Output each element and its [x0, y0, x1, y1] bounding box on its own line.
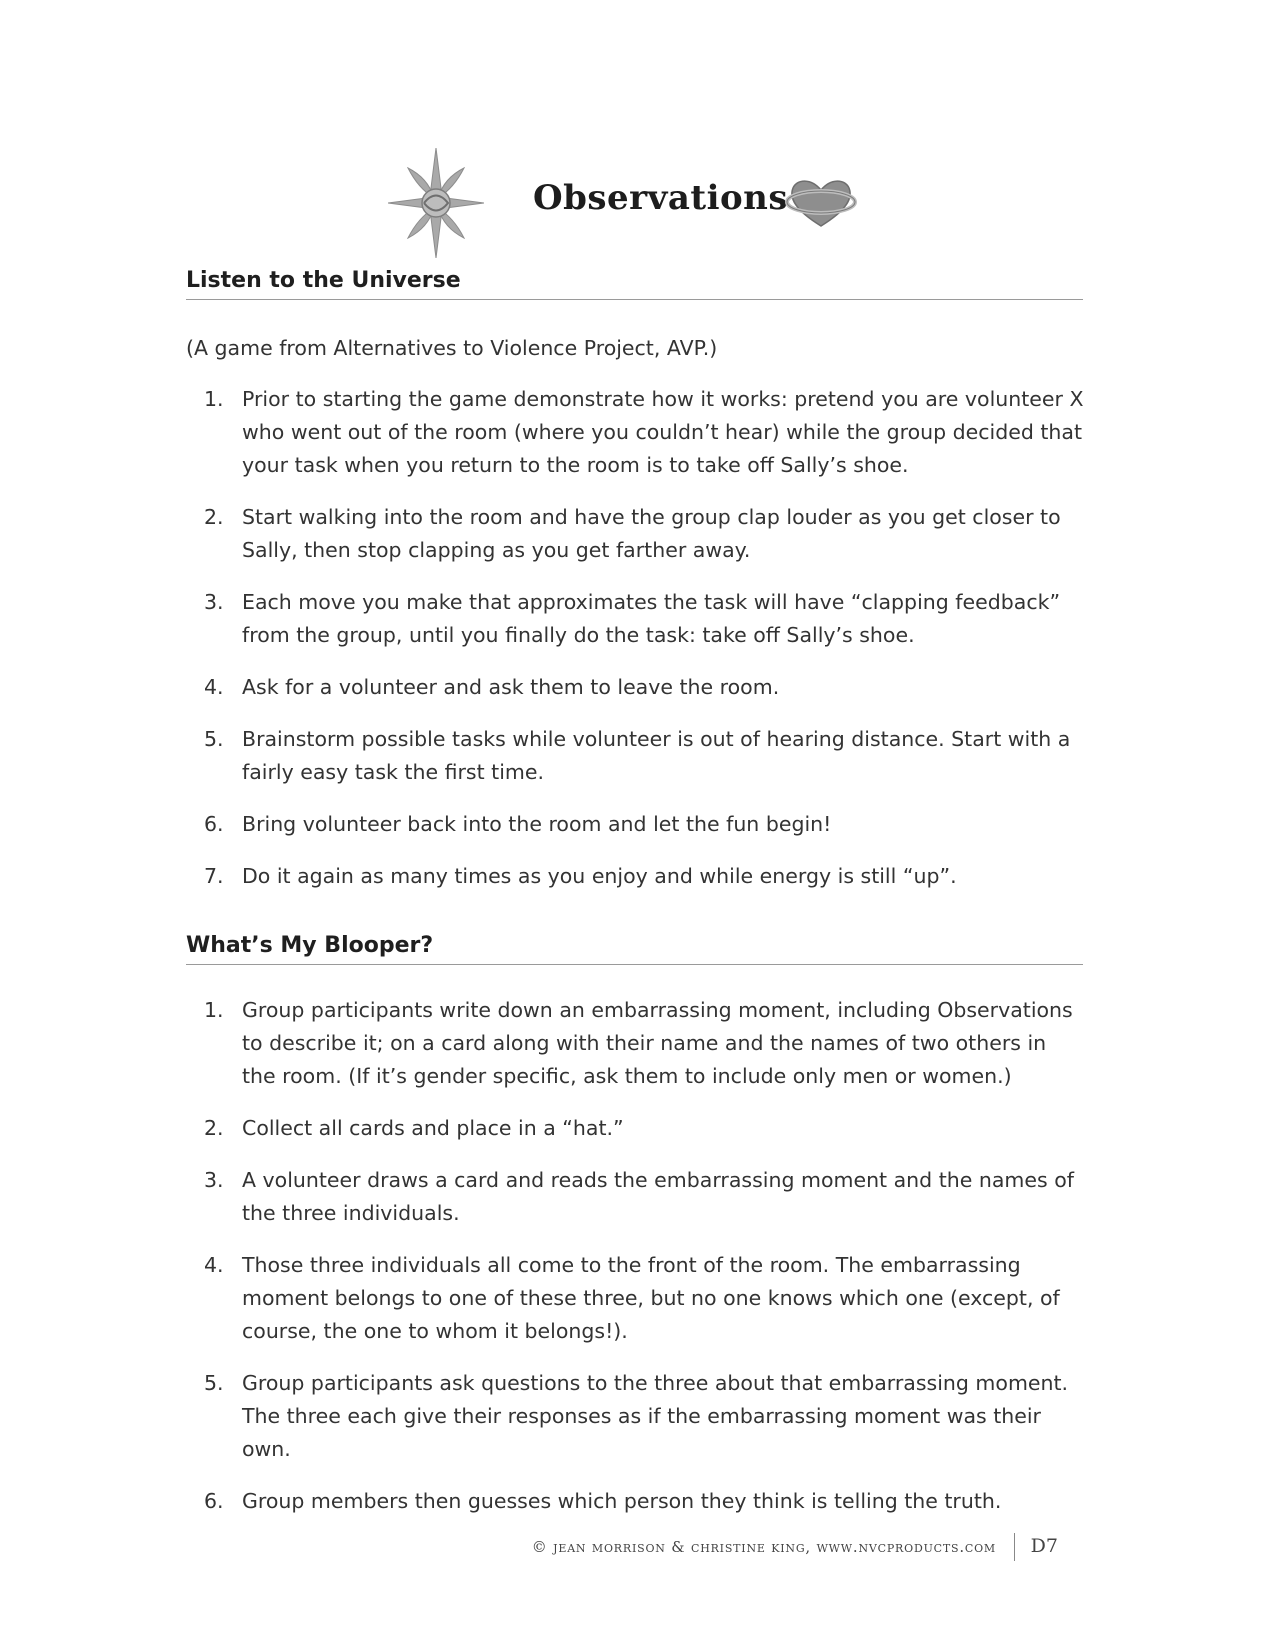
list-item	[186, 1485, 1086, 1518]
page-title: Observations	[533, 178, 789, 218]
step-text: Those three individuals all come to the front of the room. The embarrassing moment belongs to one of these three, but no one knows which one (except, of course, the one to whom it belongs!).	[242, 1253, 1060, 1343]
page-number: D7	[1030, 1535, 1058, 1557]
list-item	[186, 994, 1086, 1093]
step-text: Start walking into the room and have the group clap louder as you get closer to Sally, then stop clapping as you get farther away.	[242, 505, 1061, 562]
list-item	[186, 671, 1086, 704]
list-item	[186, 860, 1086, 893]
step-text: Do it again as many times as you enjoy and while energy is still “up”.	[242, 864, 957, 888]
list-item	[186, 808, 1086, 841]
section-heading-blooper: What’s My Blooper?	[186, 933, 1083, 965]
footer-divider	[1014, 1533, 1015, 1561]
step-number: 4.	[204, 675, 224, 699]
step-text: Collect all cards and place in a “hat.”	[242, 1116, 624, 1140]
list-item	[186, 1367, 1086, 1466]
list-item	[186, 586, 1086, 652]
list-item	[186, 1249, 1086, 1348]
step-number: 3.	[204, 590, 224, 614]
step-text: Group members then guesses which person they think is telling the truth.	[242, 1489, 1002, 1513]
step-number: 4.	[204, 1253, 224, 1277]
step-text: Group participants write down an embarrassing moment, including Observations to describe it; on a card along with their name and the names of two others in the room. (If it’s gender specific, ask them to include only men or women.)	[242, 998, 1073, 1088]
title-row	[0, 148, 1275, 258]
step-number: 3.	[204, 1168, 224, 1192]
step-number: 5.	[204, 1371, 224, 1395]
step-number: 6.	[204, 1489, 224, 1513]
step-number: 6.	[204, 812, 224, 836]
list-item	[186, 723, 1086, 789]
page-footer	[530, 1533, 1090, 1563]
step-text: Ask for a volunteer and ask them to leave the room.	[242, 675, 780, 699]
list-item	[186, 383, 1086, 482]
steps-list-listen	[186, 383, 1086, 912]
step-text: Brainstorm possible tasks while volunteer is out of hearing distance. Start with a fairly easy task the first time.	[242, 727, 1071, 784]
list-item	[186, 1112, 1086, 1145]
step-text: Group participants ask questions to the three about that embarrassing moment. The three each give their responses as if the embarrassing moment was their own.	[242, 1371, 1069, 1461]
step-number: 1.	[204, 387, 224, 411]
step-text: A volunteer draws a card and reads the embarrassing moment and the names of the three individuals.	[242, 1168, 1074, 1225]
heart-ribbon-icon	[785, 176, 857, 230]
list-item	[186, 1164, 1086, 1230]
step-text: Bring volunteer back into the room and let the fun begin!	[242, 812, 832, 836]
steps-list-blooper	[186, 994, 1086, 1537]
section-heading-listen: Listen to the Universe	[186, 268, 1083, 300]
step-text: Each move you make that approximates the task will have “clapping feedback” from the group, until you finally do the task: take off Sally’s shoe.	[242, 590, 1061, 647]
step-number: 1.	[204, 998, 224, 1022]
step-number: 5.	[204, 727, 224, 751]
list-item	[186, 501, 1086, 567]
step-number: 2.	[204, 505, 224, 529]
sun-swirl-icon	[388, 148, 484, 258]
copyright-credit: © jean morrison & christine king, www.nvcproducts.com	[531, 1538, 996, 1556]
section-intro: (A game from Alternatives to Violence Project, AVP.)	[186, 336, 718, 360]
step-number: 2.	[204, 1116, 224, 1140]
step-text: Prior to starting the game demonstrate how it works: pretend you are volunteer X who went out of the room (where you couldn’t hear) while the group decided that your task when you return to the room is to take off Sally’s shoe.	[242, 387, 1084, 477]
step-number: 7.	[204, 864, 224, 888]
